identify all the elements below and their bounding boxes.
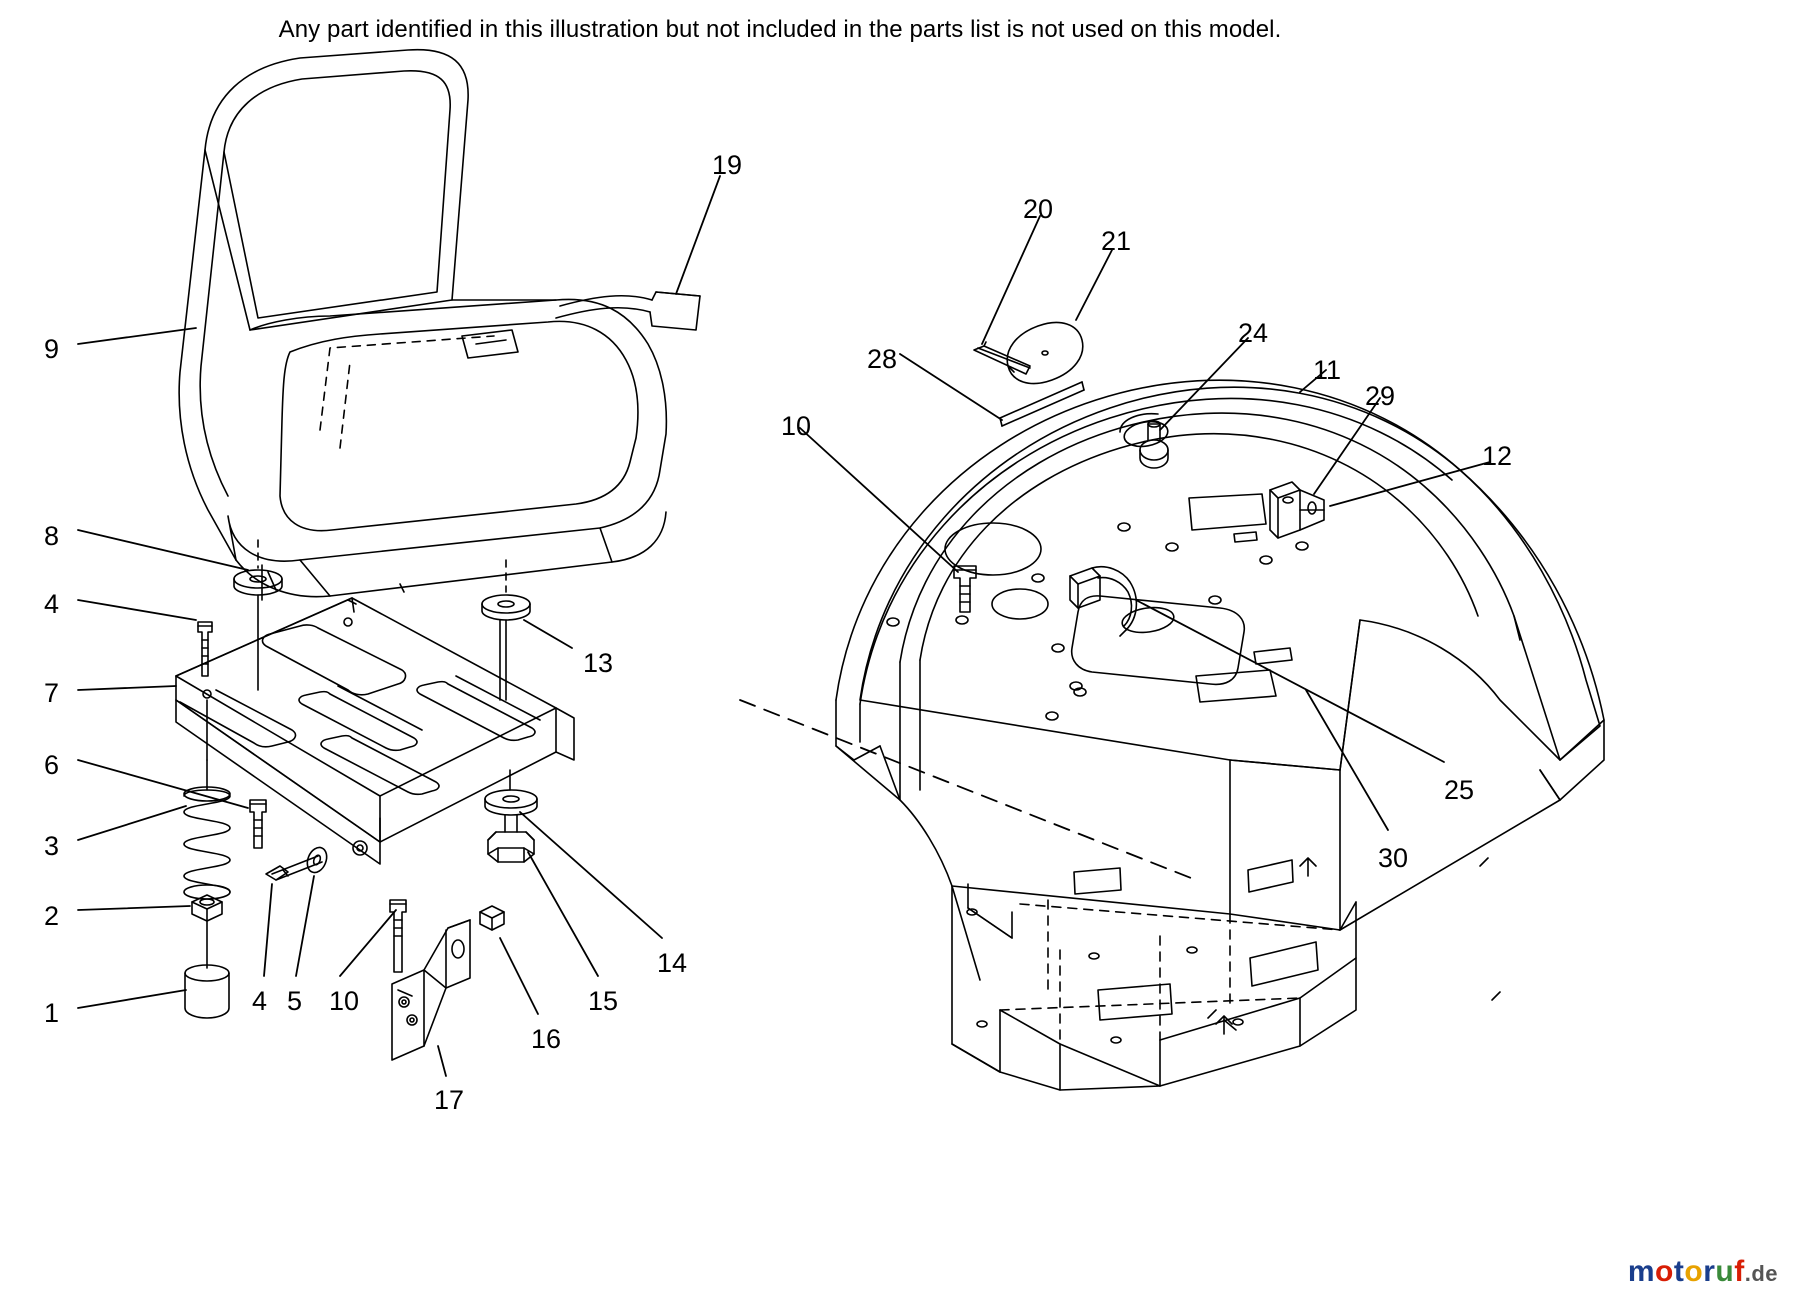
callout-3: 3 [44,831,60,861]
callout-1: 1 [44,998,60,1028]
callout-25: 25 [1444,775,1475,805]
callout-2: 2 [44,901,60,931]
callout-4: 4 [44,589,60,619]
callout-11: 11 [1313,355,1342,385]
watermark-letter-t: t [1673,1255,1685,1288]
fender-assembly [836,380,1604,1090]
motoruf-watermark [1628,1255,1778,1289]
pad-21 [1007,322,1083,383]
seat-mounting-plate [176,598,574,864]
callout-8: 8 [44,521,60,551]
bracket-17 [392,920,470,1060]
callout-6: 6 [44,750,60,780]
nut-16 [480,906,504,930]
rod-28 [1000,382,1084,426]
callout-20: 20 [1023,194,1054,224]
callout-16: 16 [531,1024,562,1054]
callout-15: 15 [588,986,619,1016]
watermark-tld: .de [1744,1261,1778,1286]
callout-7: 7 [44,678,60,708]
callout-13: 13 [583,648,614,678]
cap-1 [185,965,229,1018]
bolt-10-left [390,900,406,972]
watermark-letter-u: u [1715,1255,1735,1288]
seat-switch-wire [556,292,700,330]
callout-14: 14 [657,948,688,978]
callout-28: 28 [867,344,898,374]
callout-10: 10 [329,986,360,1016]
seat-assembly [179,50,666,600]
callout-19: 19 [712,150,743,180]
watermark-letter-f: f [1734,1255,1745,1288]
callout-9: 9 [44,334,60,364]
watermark-letter-m: m [1627,1255,1656,1288]
bolt-6 [250,800,266,848]
callout-24: 24 [1238,318,1269,348]
callout-21: 21 [1101,226,1132,256]
illustration-caption: Any part identified in this illustration but not included in the parts list is not used on this model. [278,16,1282,43]
callout-4: 4 [252,986,268,1016]
callout-30: 30 [1378,843,1409,873]
callout-17: 17 [434,1085,465,1115]
callout-10: 10 [781,411,812,441]
washer-5 [304,845,330,876]
watermark-letter-r: r [1703,1255,1716,1288]
watermark-letter-o2: o [1684,1255,1704,1288]
callout-29: 29 [1365,381,1396,411]
callout-5: 5 [287,986,303,1016]
callout-12: 12 [1482,441,1513,471]
screw-20 [974,342,1030,374]
watermark-letter-o1: o [1655,1255,1674,1288]
